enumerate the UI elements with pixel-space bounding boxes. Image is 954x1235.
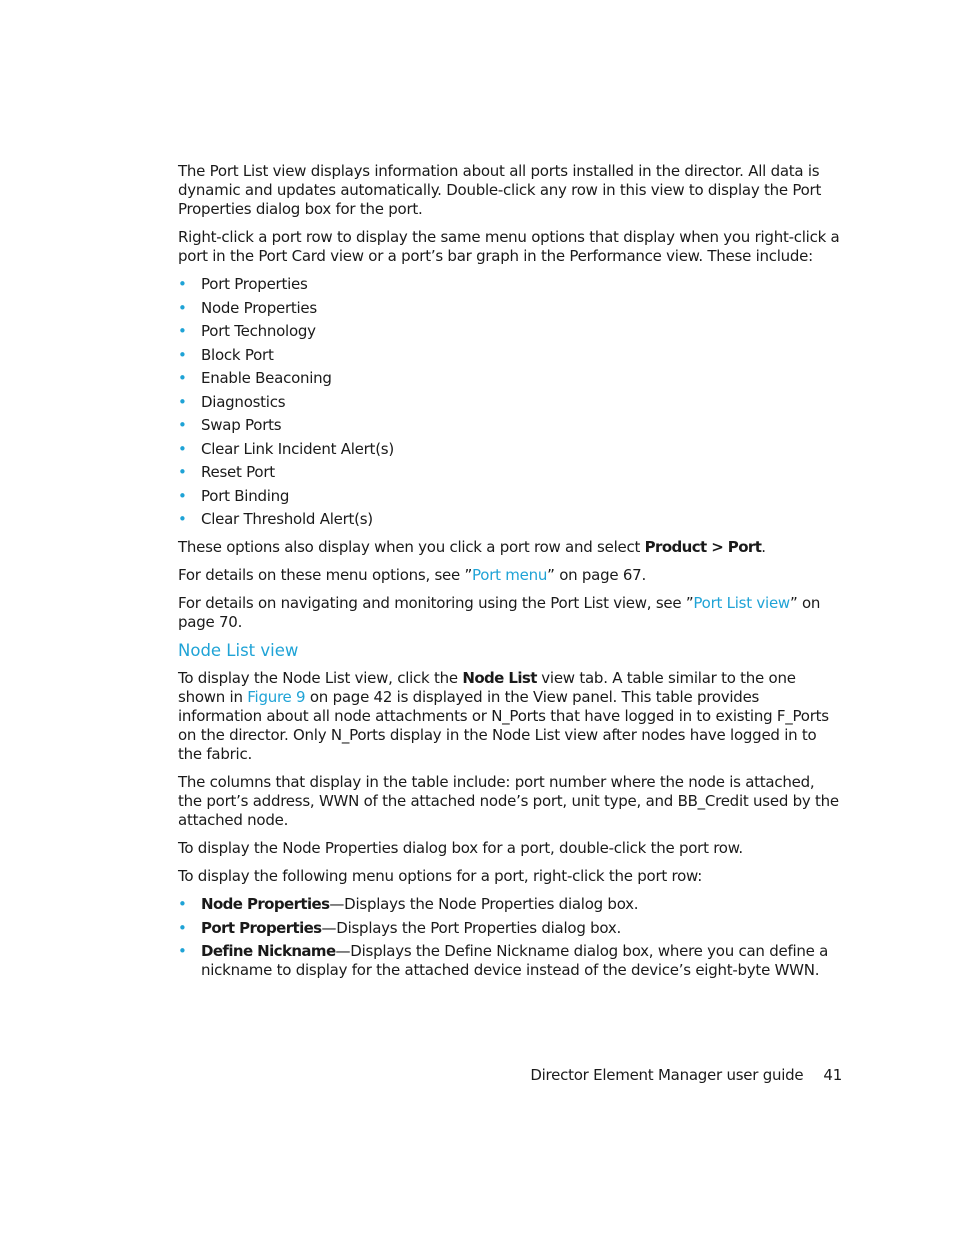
details-paragraph-2: For details on navigating and monitoring using the Port List view, see ”Port List view” on page 70. xyxy=(178,594,821,631)
list-item: • Enable Beaconing xyxy=(178,369,332,387)
node-list-paragraph-1: To display the Node List view, click the Node List view tab. A table similar to the one shown in Figure 9 on page 42 is displayed in the View panel. This table provides information about all node attachments or N_Ports that have logged in to existing F_Ports on the director. Only N_Ports display in the Node List view after nodes have logged in to the fabric. xyxy=(178,669,829,763)
bullet-icon: • xyxy=(178,345,187,364)
details-paragraph-1: For details on these menu options, see ”Port menu” on page 67. xyxy=(178,566,646,584)
list-item: • Clear Link Incident Alert(s) xyxy=(178,439,394,458)
bullet-icon: • xyxy=(178,322,187,340)
list-item: • Swap Ports xyxy=(178,416,282,434)
footer-title: Director Element Manager user guide xyxy=(530,1066,804,1084)
list-item: • Node Properties xyxy=(178,298,317,317)
bullet-icon: • xyxy=(178,439,187,458)
list-item: • Port Binding xyxy=(178,486,290,505)
list-item: • Diagnostics xyxy=(178,392,286,411)
page-footer xyxy=(530,1066,842,1085)
list-item: • Node Properties—Displays the Node Properties dialog box. xyxy=(178,895,639,913)
node-list-paragraph-3: To display the Node Properties dialog box for a port, double-click the port row. xyxy=(178,839,743,857)
bullet-icon: • xyxy=(178,392,187,411)
bullet-icon: • xyxy=(178,275,187,293)
list-item: • Define Nickname—Displays the Define Nickname dialog box, where you can define a nickname to display for the attached device instead of the device’s eight-byte WWN. xyxy=(178,942,829,979)
port-menu-link[interactable]: Port menu xyxy=(472,566,548,584)
node-menu-options-list xyxy=(178,895,842,980)
bullet-icon: • xyxy=(178,369,187,387)
intro-paragraph-1: The Port List view displays information about all ports installed in the director. All data is dynamic and updates automatically. Double-click any row in this view to display the Port Properties dialog box for the port. xyxy=(178,162,822,218)
list-item: • Port Technology xyxy=(178,322,316,340)
section-heading-node-list-view: Node List view xyxy=(178,641,299,660)
bullet-icon: • xyxy=(178,510,187,528)
node-list-tab-name: Node List xyxy=(462,669,537,687)
menu-options-list xyxy=(178,275,842,529)
page-body xyxy=(178,162,842,989)
bullet-icon: • xyxy=(178,298,187,317)
page-number: 41 xyxy=(823,1066,842,1084)
also-display-paragraph: These options also display when you click a port row and select Product > Port. xyxy=(178,538,766,556)
menu-path: Product > Port xyxy=(644,538,762,556)
bullet-icon: • xyxy=(178,918,187,937)
bullet-icon: • xyxy=(178,942,187,960)
bullet-icon: • xyxy=(178,416,187,434)
bullet-icon: • xyxy=(178,895,187,913)
list-item: • Reset Port xyxy=(178,463,275,481)
figure-9-link[interactable]: Figure 9 xyxy=(247,688,306,706)
port-list-view-link[interactable]: Port List view xyxy=(693,594,790,612)
node-list-paragraph-4: To display the following menu options for a port, right-click the port row: xyxy=(178,867,703,885)
list-item: • Clear Threshold Alert(s) xyxy=(178,510,373,528)
list-item: • Block Port xyxy=(178,345,274,364)
node-list-paragraph-2: The columns that display in the table include: port number where the node is attached, the port’s address, WWN of the attached node’s port, unit type, and BB_Credit used by the attached node. xyxy=(178,773,839,829)
bullet-icon: • xyxy=(178,486,187,505)
list-item: • Port Properties xyxy=(178,275,308,293)
bullet-icon: • xyxy=(178,463,187,481)
intro-paragraph-2: Right-click a port row to display the same menu options that display when you right-click a port in the Port Card view or a port’s bar graph in the Performance view. These include: xyxy=(178,228,840,265)
list-item: • Port Properties—Displays the Port Properties dialog box. xyxy=(178,918,621,937)
